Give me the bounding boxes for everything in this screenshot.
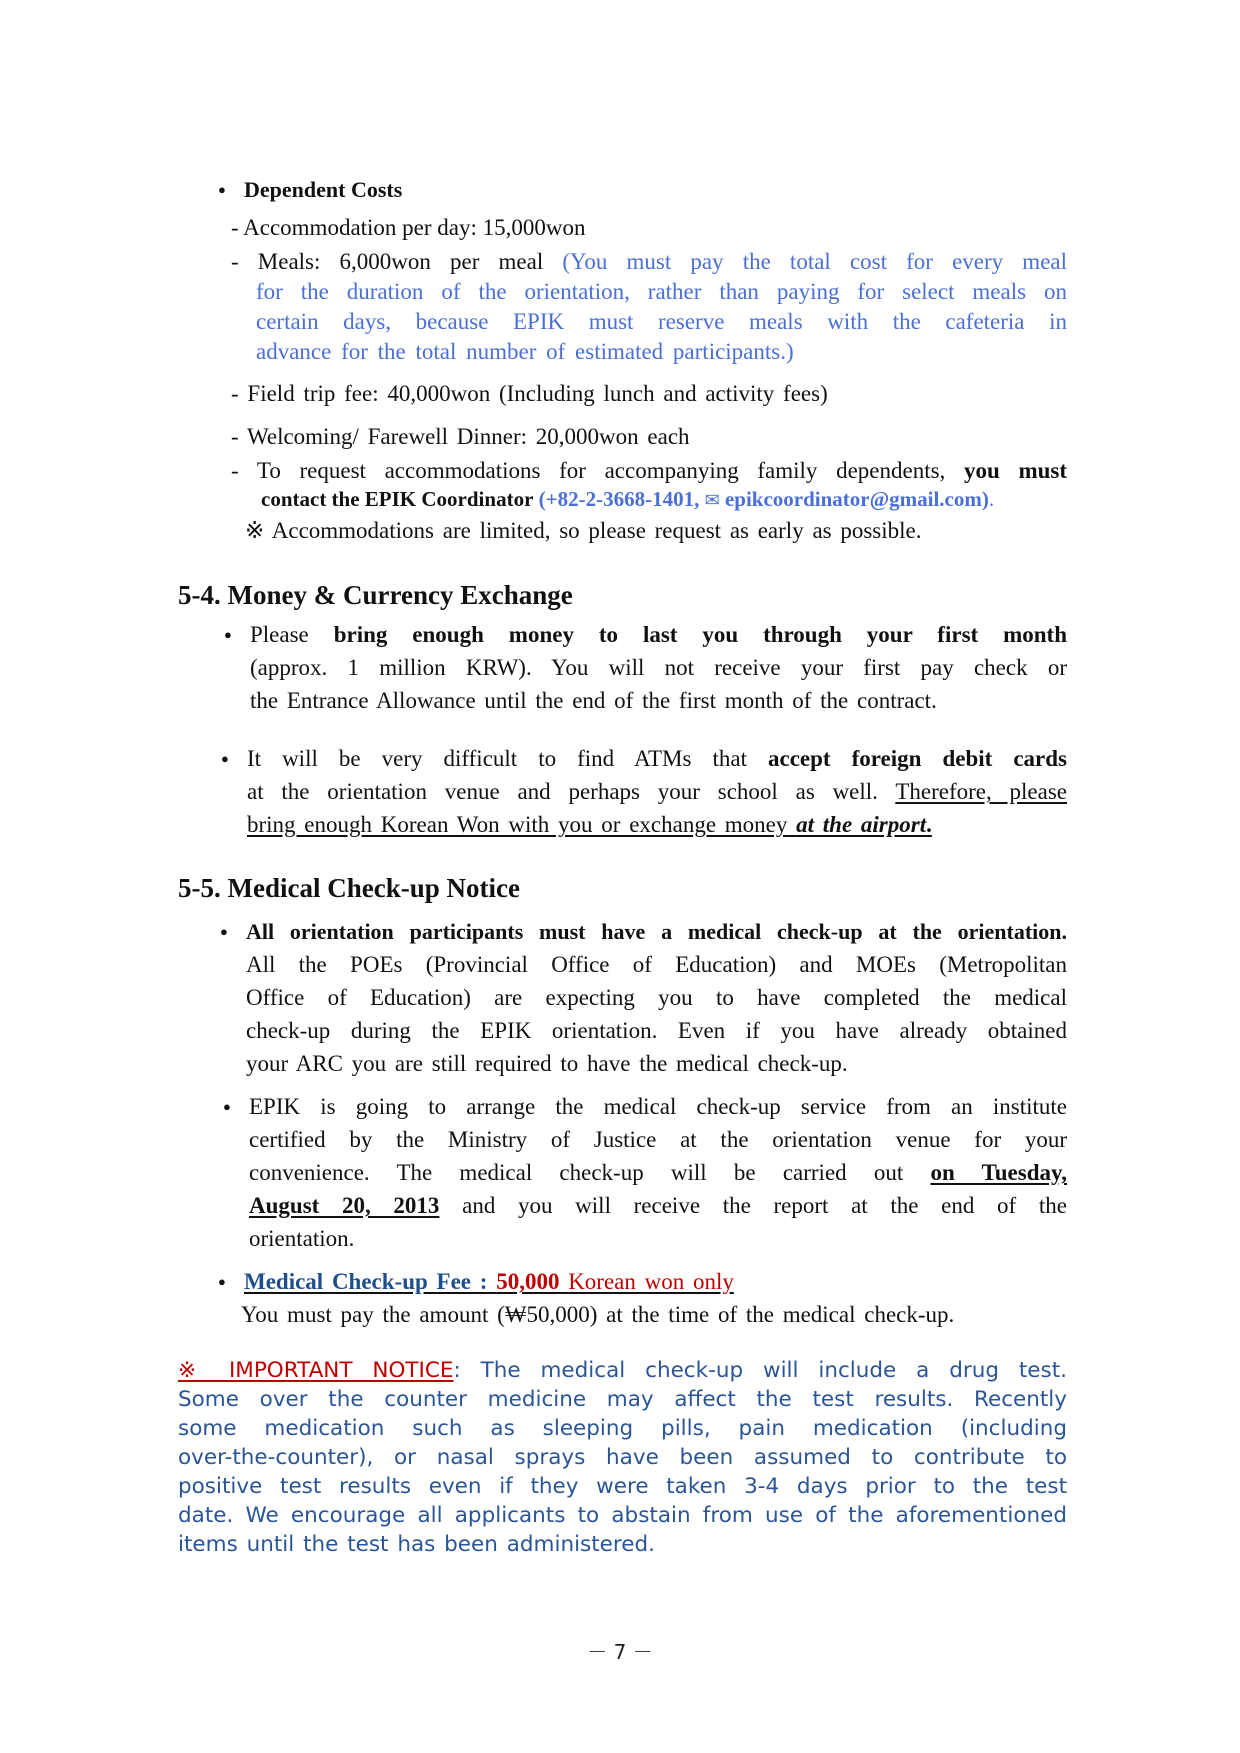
money-bullet-2-line-3-underlined: bring enough Korean Won with you or exchange money	[247, 812, 788, 837]
request-line-1	[231, 457, 1067, 485]
important-notice-line-7: items until the test has been administered.	[178, 1532, 655, 1557]
important-notice-label: ※ IMPORTANT NOTICE	[178, 1358, 454, 1383]
meals-note-line-4: advance for the total number of estimated participants.)	[256, 339, 794, 364]
notice-text-1: The medical check-up will include a drug test.	[480, 1358, 1067, 1383]
section-5-4-heading: 5-4. Money & Currency Exchange	[178, 580, 573, 610]
checkup-date: August 20, 2013	[249, 1193, 440, 1218]
envelope-icon: ✉	[704, 490, 720, 510]
money-bullet-2-plain: It will be very difficult to find ATMs that	[247, 746, 747, 771]
dinner-line: - Welcoming/ Farewell Dinner: 20,000won each	[231, 424, 690, 449]
medical-bullet-2-line-3-plain: convenience. The medical check-up will be carried out	[249, 1160, 904, 1185]
dependent-costs-title: Dependent Costs	[244, 177, 403, 202]
meals-label: - Meals: 6,000won per meal	[231, 249, 544, 274]
fee-label: Medical Check-up Fee :	[244, 1269, 488, 1294]
medical-bullet-2-line-4-plain: and you will receive the report at the end of the	[462, 1193, 1067, 1218]
medical-fee-underlined	[244, 1269, 734, 1294]
meals-note-line-2: for the duration of the orientation, rather than paying for select meals on	[256, 279, 1067, 304]
period: .	[926, 812, 932, 837]
field-trip-line: - Field trip fee: 40,000won (Including lunch and activity fees)	[231, 381, 828, 406]
money-bullet-2-line-3	[247, 811, 932, 839]
coordinator-email-link[interactable]: epikcoordinator@gmail.com)	[724, 487, 989, 511]
accommodations-limited-note: ※ Accommodations are limited, so please request as early as possible.	[245, 518, 922, 543]
dependent-costs-heading	[244, 176, 402, 204]
fee-suffix: Korean won only	[568, 1269, 734, 1294]
important-notice-line-5: positive test results even if they were taken 3-4 days prior to the test	[178, 1474, 1067, 1499]
accommodation-line: - Accommodation per day: 15,000won	[231, 215, 586, 240]
money-bullet-1-bold: bring enough money to last you through your first month	[333, 622, 1067, 647]
contact-coordinator-label: contact the EPIK Coordinator	[261, 487, 534, 511]
money-bullet-1	[250, 621, 1067, 649]
medical-fee-line	[244, 1268, 734, 1296]
medical-bullet-2-line-3	[249, 1159, 1067, 1187]
notice-colon: :	[453, 1358, 461, 1383]
important-notice-line-1	[178, 1357, 1067, 1385]
at-the-airport: at the airport	[796, 812, 927, 837]
coordinator-phone-link[interactable]: (+82-2-3668-1401,	[538, 487, 700, 511]
medical-bullet-2-line-4	[249, 1192, 1067, 1220]
medical-bullet-2-line-2: certified by the Ministry of Justice at the orientation venue for your	[249, 1127, 1067, 1152]
request-bold: you must	[963, 458, 1068, 483]
money-bullet-2-bold: accept foreign debit cards	[768, 746, 1068, 771]
page-number: － 7 －	[587, 1640, 653, 1664]
section-5-5-heading: 5-5. Medical Check-up Notice	[178, 873, 520, 903]
meals-line	[231, 248, 1067, 276]
important-notice-line-6: date. We encourage all applicants to abstain from use of the aforementioned	[178, 1503, 1067, 1528]
money-bullet-2-line-2	[247, 778, 1067, 806]
request-period: .	[988, 487, 995, 511]
medical-bullet-2-line-5: orientation.	[249, 1226, 355, 1251]
meals-note: (You must pay the total cost for every meal	[562, 249, 1067, 274]
money-bullet-1-plain: Please	[250, 622, 309, 647]
medical-bullet-1-line-3: Office of Education) are expecting you to have completed the medical	[246, 985, 1067, 1010]
money-bullet-2-line-2-plain: at the orientation venue and perhaps your school as well.	[247, 779, 878, 804]
checkup-date-day: on Tuesday,	[930, 1160, 1067, 1185]
medical-bullet-1-line-2: All the POEs (Provincial Office of Education) and MOEs (Metropolitan	[246, 952, 1067, 977]
medical-bullet-1-line-5: your ARC you are still required to have the medical check-up.	[246, 1051, 848, 1076]
medical-bullet-1-line-4: check-up during the EPIK orientation. Even if you have already obtained	[246, 1018, 1067, 1043]
request-line-2	[261, 485, 994, 514]
important-notice-line-3: some medication such as sleeping pills, pain medication (including	[178, 1416, 1067, 1441]
medical-bullet-2: ● EPIK is going to arrange the medical check-up service from an institute	[249, 1093, 1067, 1121]
medical-bullet-1: ● All orientation participants must have a medical check-up at the orientation.	[246, 918, 1067, 946]
money-bullet-2-line-2-underlined: Therefore, please	[895, 779, 1067, 804]
important-notice-line-2: Some over the counter medicine may affect the test results. Recently	[178, 1387, 1067, 1412]
fee-amount: 50,000	[496, 1269, 560, 1294]
request-text: - To request accommodations for accompanying family dependents,	[231, 458, 946, 483]
medical-fee-note: You must pay the amount (₩50,000) at the time of the medical check-up.	[241, 1302, 955, 1327]
money-bullet-2	[247, 745, 1067, 773]
money-bullet-1-line-3: the Entrance Allowance until the end of the first month of the contract.	[250, 688, 937, 713]
important-notice-line-4: over-the-counter), or nasal sprays have been assumed to contribute to	[178, 1445, 1067, 1470]
money-bullet-1-line-2: (approx. 1 million KRW). You will not receive your first pay check or	[250, 655, 1067, 680]
meals-note-line-3: certain days, because EPIK must reserve meals with the cafeteria in	[256, 309, 1067, 334]
